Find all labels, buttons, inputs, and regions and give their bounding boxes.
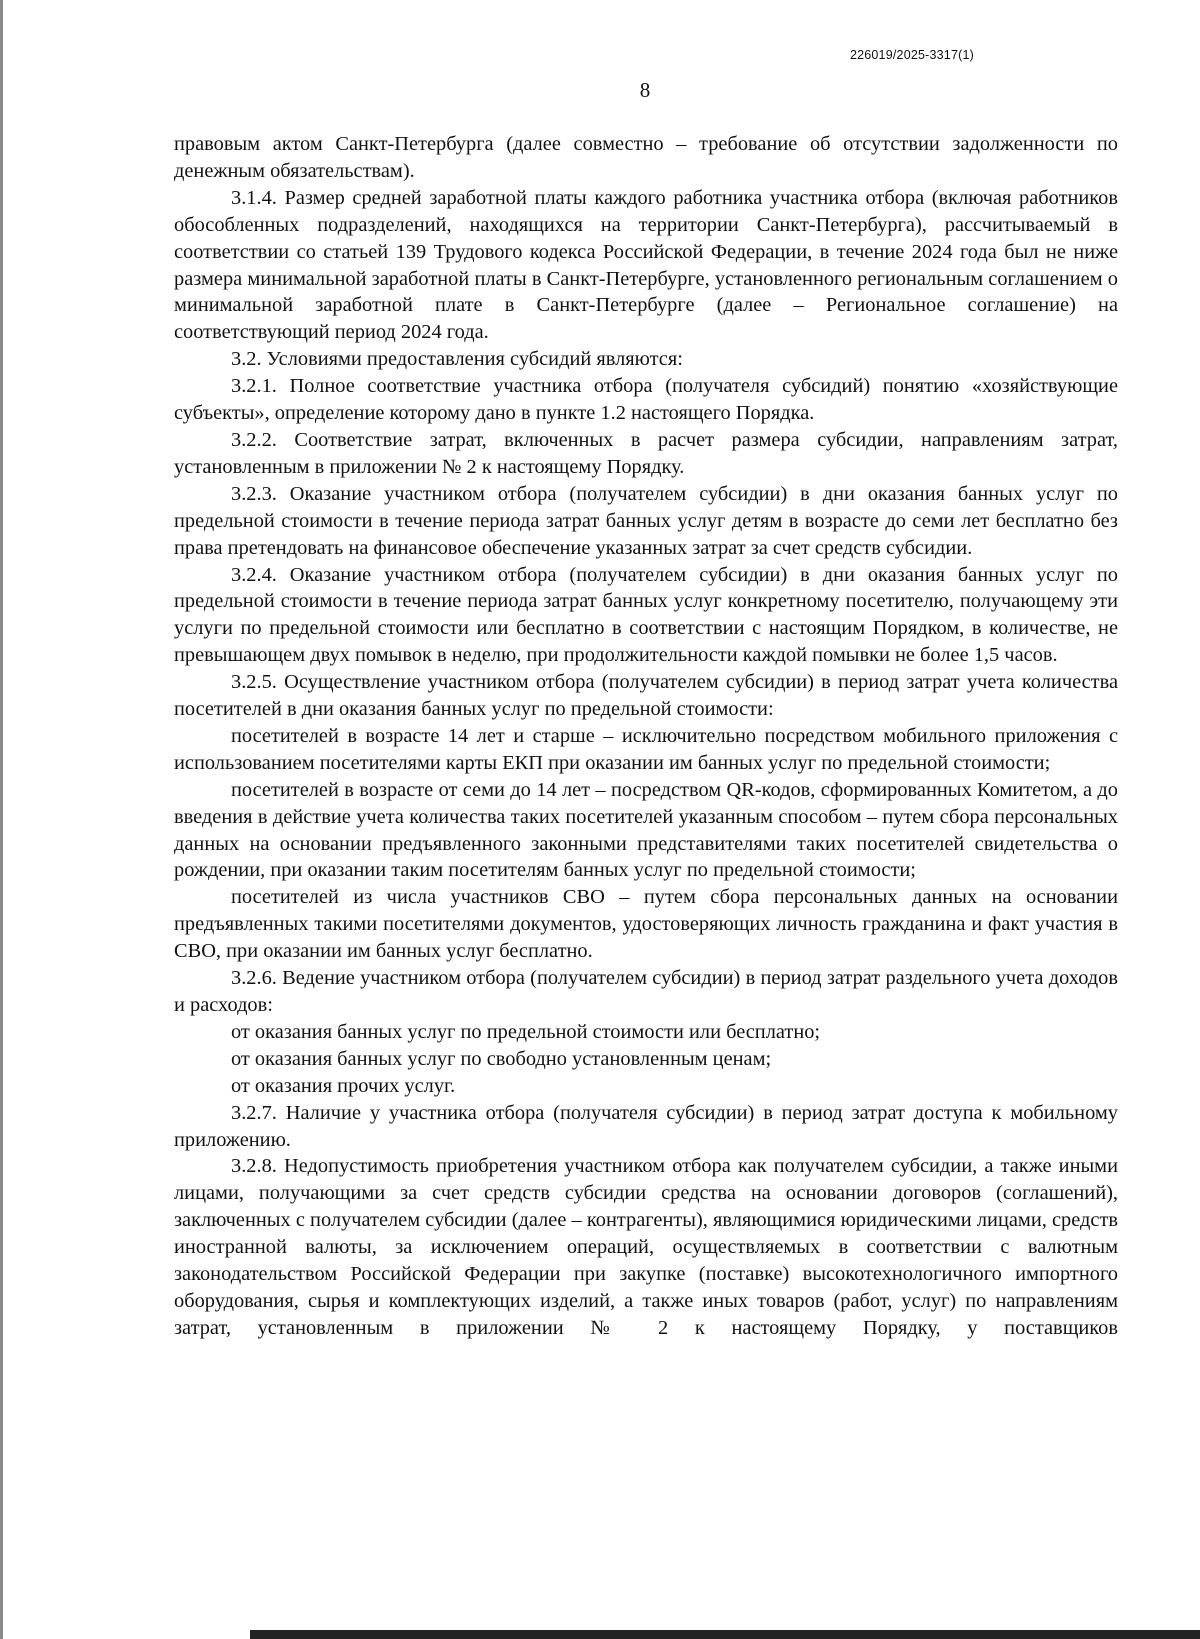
scan-edge-bottom xyxy=(250,1630,1200,1639)
paragraph-visitors-7-to-14: посетителей в возрасте от семи до 14 лет – посредством QR-кодов, сформированных Комитетом, а до введения в действие учета количества таких посетителей указанным способом – путем сбора персональных данных на основании предъявленного законными представителями таких посетителей свидетельства о рождении, при оказании таким посетителям банных услуг по предельной стоимости; xyxy=(174,778,1118,882)
paragraph-3-2-6: 3.2.6. Ведение участником отбора (получателем субсидии) в период затрат раздельного учета доходов и расходов: xyxy=(174,967,1118,1016)
paragraph-3-2-8: 3.2.8. Недопустимость приобретения участником отбора как получателем субсидии, а также иными лицами, получающими за счет средств субсидии средства на основании договоров (соглашений), заключенных с получателем субсидии (далее – контрагенты), являющимися юридическими лицами, средств иностранной валюты, за исключением операций, осуществляемых в соответствии с валютным законодательством Российской Федерации при закупке (поставке) высокотехнологичного импортного оборудования, сырья и комплектующих изделий, а также иных товаров (работ, услуг) по направлениям затрат, установленным в приложении № 2 к настоящему Порядку, у поставщиков xyxy=(174,1155,1118,1339)
list-item-income-free-price: от оказания банных услуг по свободно установленным ценам; xyxy=(231,1047,772,1070)
paragraph-3-2-1: 3.2.1. Полное соответствие участника отбора (получателя субсидий) понятию «хозяйствующие субъекты», определение которому дано в пункте 1.2 настоящего Порядка. xyxy=(174,375,1118,425)
paragraph-3-2: 3.2. Условиями предоставления субсидий являются: xyxy=(231,348,683,371)
list-item-income-other: от оказания прочих услуг. xyxy=(231,1074,456,1097)
paragraph-continuation: правовым актом Санкт-Петербурга (далее совместно – требование об отсутствии задолженности по денежным обязательствам). xyxy=(174,133,1118,182)
paragraph-3-2-2: 3.2.2. Соответствие затрат, включенных в расчет размера субсидии, направлениям затрат, установленным в приложении № 2 к настоящему Порядку. xyxy=(174,428,1118,478)
paragraph-3-2-7: 3.2.7. Наличие у участника отбора (получателя субсидии) в период затрат доступа к мобильному приложению. xyxy=(174,1101,1118,1151)
scan-edge-left xyxy=(0,0,3,1639)
paragraph-3-2-5: 3.2.5. Осуществление участником отбора (получателем субсидии) в период затрат учета количества посетителей в дни оказания банных услуг по предельной стоимости: xyxy=(174,671,1118,721)
document-registration-number: 226019/2025-3317(1) xyxy=(849,48,974,62)
paragraph-3-1-4: 3.1.4. Размер средней заработной платы каждого работника участника отбора (включая работников обособленных подразделений, находящихся на территории Санкт-Петербурга), рассчитываемый в соответствии со статьей 139 Трудового кодекса Российской Федерации, в течение 2024 года был не ниже размера минимальной заработной платы в Санкт-Петербурге, установленного региональным соглашением о минимальной заработной плате в Санкт-Петербурге (далее – Региональное соглашение) на соответствующий период 2024 года. xyxy=(174,186,1118,344)
list-item-income-fixed-price: от оказания банных услуг по предельной стоимости или бесплатно; xyxy=(231,1020,821,1043)
document-body xyxy=(174,131,1118,1342)
paragraph-3-2-3: 3.2.3. Оказание участником отбора (получателем субсидии) в дни оказания банных услуг по предельной стоимости в течение периода затрат банных услуг детям в возрасте до семи лет бесплатно без права претендовать на финансовое обеспечение указанных затрат за счет средств субсидии. xyxy=(174,482,1118,559)
paragraph-3-2-4: 3.2.4. Оказание участником отбора (получателем субсидии) в дни оказания банных услуг по предельной стоимости в течение периода затрат банных услуг конкретному посетителю, получающему эти услуги по предельной стоимости или бесплатно в соответствии с настоящим Порядком, в количестве, не превышающем двух помывок в неделю, при продолжительности каждой помывки не более 1,5 часов. xyxy=(174,563,1118,667)
paragraph-visitors-svo: посетителей из числа участников СВО – путем сбора персональных данных на основании предъявленных такими посетителями документов, удостоверяющих личность гражданина и факт участия в СВО, при оказании им банных услуг бесплатно. xyxy=(174,886,1118,963)
page-number: 8 xyxy=(639,78,651,102)
paragraph-visitors-14-plus: посетителей в возрасте 14 лет и старше – исключительно посредством мобильного приложения с использованием посетителями карты ЕКП при оказании им банных услуг по предельной стоимости; xyxy=(174,724,1118,774)
